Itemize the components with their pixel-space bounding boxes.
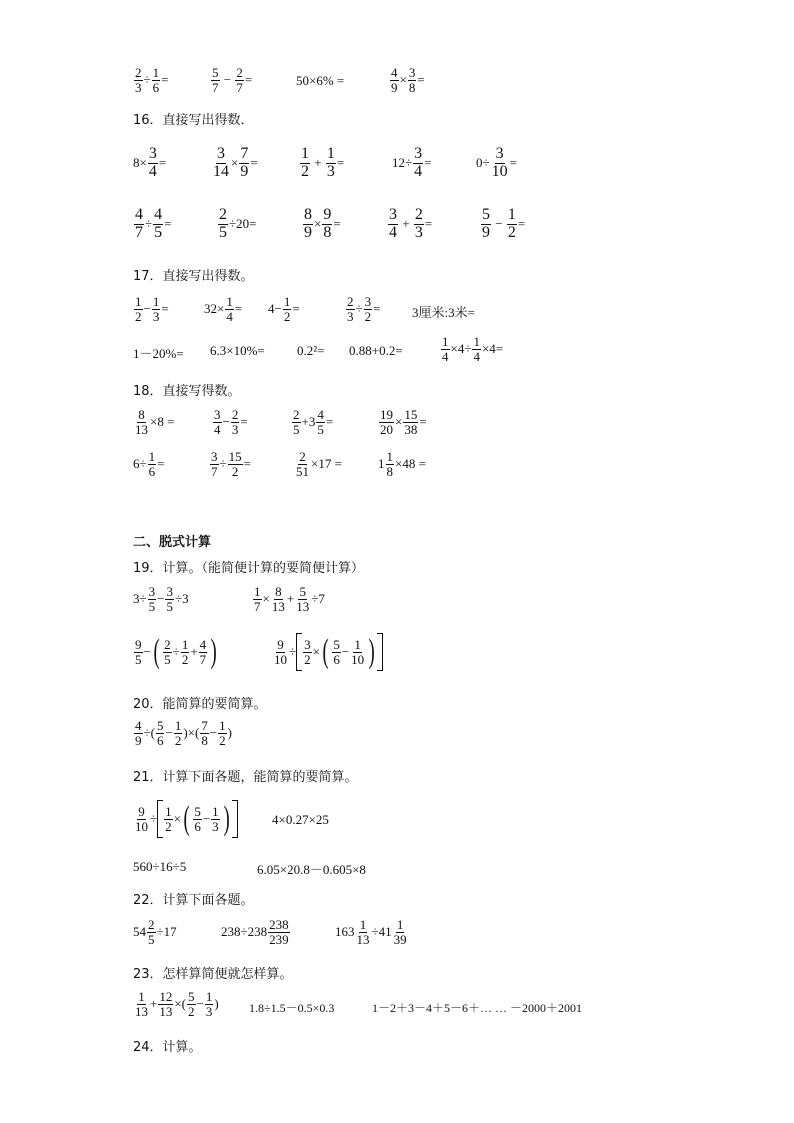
question-23-title: 23．怎样算简便就怎样算。 (133, 967, 293, 982)
q18-expr-4: $\frac{19}{20}$ × $\frac{15}{38}$ = (380, 407, 427, 437)
top-expression-3: 50×6% = (296, 73, 345, 88)
question-19-title: 19．计算。（能简便计算的要简便计算） (133, 561, 365, 576)
q17-expr-7: 6.3×10%= (210, 343, 265, 358)
q19-expr-4: $\frac{9}{10}$ ÷ $\frac{3}{2}$ × ( 5 6 − $\frac{1}{10}$ ) (272, 633, 383, 671)
q18-expr-1: $\frac{8}{13}$ ×8 = (135, 407, 175, 437)
top-expression-4: $\frac{4}{9}$ × $\frac{3}{8}$ = (391, 65, 425, 95)
q17-expr-2: 32× $\frac{1}{4}$ = (204, 294, 243, 324)
question-20-title: 20．能简算的要简算。 (133, 697, 267, 712)
q18-expr-8: 1 $\frac{1}{8}$ ×48 = (378, 449, 426, 479)
question-22-title: 22．计算下面各题。 (133, 893, 254, 908)
q22-expr-3: 163 $\frac{1}{13}$ ÷41 1 39 (335, 917, 407, 947)
q21-expr-3: 560÷16÷5 (133, 859, 187, 874)
q21-expr-2: 4×0.27×25 (272, 812, 329, 827)
q21-expr-4: 6.05×20.8－0.605×8 (257, 862, 366, 877)
question-16-title: 16．直接写出得数． (133, 113, 254, 128)
q18-expr-7: $\frac{2}{51}$ ×17 = (296, 449, 342, 479)
q17-expr-8: 0.2²= (297, 343, 325, 358)
q18-expr-3: 2 5 +3 $\frac{4}{5}$ = (293, 407, 334, 437)
q17-expr-9: 0.88+0.2= (349, 343, 403, 358)
q17-expr-3: 4− $\frac{1}{2}$ = (268, 294, 300, 324)
q23-expr-1: 1 13 + $\frac{12}{13}$ ×( 5 2 − $\frac{1}{3}$ ) (135, 989, 219, 1019)
question-21-title: 21．计算下面各题，能简算的要简算。 (133, 770, 358, 785)
q22-expr-2: 238÷238 238 239 (221, 917, 289, 947)
q16-expr-3: 1 2 + $\frac{1}{3}$ = (301, 145, 345, 180)
question-17-title: 17．直接写出得数。 (133, 269, 254, 284)
q16-expr-6: $\frac{4}{7}$ ÷ $\frac{4}{5}$ = (135, 206, 172, 241)
q18-expr-2: 3 4 − $\frac{2}{3}$ = (214, 407, 248, 437)
question-24-title: 24．计算。 (133, 1040, 202, 1055)
q18-expr-5: 6÷ $\frac{1}{6}$ = (133, 449, 165, 479)
q16-expr-4: 12÷ $\frac{3}{4}$ = (392, 145, 432, 180)
q16-expr-5: 0÷ $\frac{3}{10}$ = (476, 145, 517, 180)
q19-expr-1: 3÷ $\frac{3}{5}$ − $\frac{3}{5}$ ÷3 (133, 584, 189, 614)
q17-expr-5: 3厘米:3米= (412, 305, 475, 320)
q22-expr-1: 54 $\frac{2}{5}$ ÷17 (133, 917, 177, 947)
top-expression-2: 5 7 − $\frac{2}{7}$ = (212, 65, 253, 95)
q16-expr-7: $\frac{2}{5}$ ÷20= (219, 206, 257, 241)
q16-expr-9: 3 4 + $\frac{2}{3}$ = (389, 206, 433, 241)
section-2-title: 二、脱式计算 (133, 535, 212, 550)
q17-expr-4: $\frac{2}{3}$ ÷ $\frac{3}{2}$ = (347, 294, 381, 324)
q23-expr-2: 1.8÷1.5－0.5×0.3 (249, 1001, 335, 1015)
q23-expr-3: 1－2＋3－4＋5－6＋… … －2000＋2001 (372, 1001, 583, 1015)
q21-expr-1: $\frac{9}{10}$ ÷ $\frac{1}{2}$ × ( 5 6 − $\frac{1}{3}$ ) (133, 800, 238, 838)
q16-expr-8: $\frac{8}{9}$ × $\frac{9}{8}$ = (304, 206, 341, 241)
top-expression-1: $\frac{2}{3}$ ÷ $\frac{1}{6}$ = (135, 65, 169, 95)
q19-expr-2: $\frac{1}{7}$ × $\frac{8}{13}$ + $\frac{5}{13}$ ÷7 (254, 584, 325, 614)
q17-expr-10: $\frac{1}{4}$ ×4÷ $\frac{1}{4}$ ×4= (442, 334, 504, 364)
question-18-title: 18．直接写得数。 (133, 384, 241, 399)
q17-expr-1: 1 2 − $\frac{1}{3}$ = (135, 294, 169, 324)
q16-expr-10: 5 9 − $\frac{1}{2}$ = (482, 206, 526, 241)
q19-expr-3: 9 5 − ( $\frac{2}{5}$ ÷ $\frac{1}{2}$ + $\frac{4}{7}$ ) (135, 633, 217, 670)
q18-expr-6: $\frac{3}{7}$ ÷ $\frac{15}{2}$ = (211, 449, 251, 479)
q17-expr-6: 1－20%= (133, 346, 184, 361)
q20-expr-1: $\frac{4}{9}$ ÷( 5 6 − $\frac{1}{2}$ )×( 7 8 − $\frac{1}{2}$ ) (135, 718, 232, 748)
q16-expr-2: $\frac{3}{14}$ × $\frac{7}{9}$ = (213, 145, 258, 180)
q16-expr-1: 8× $\frac{3}{4}$ = (133, 145, 167, 180)
